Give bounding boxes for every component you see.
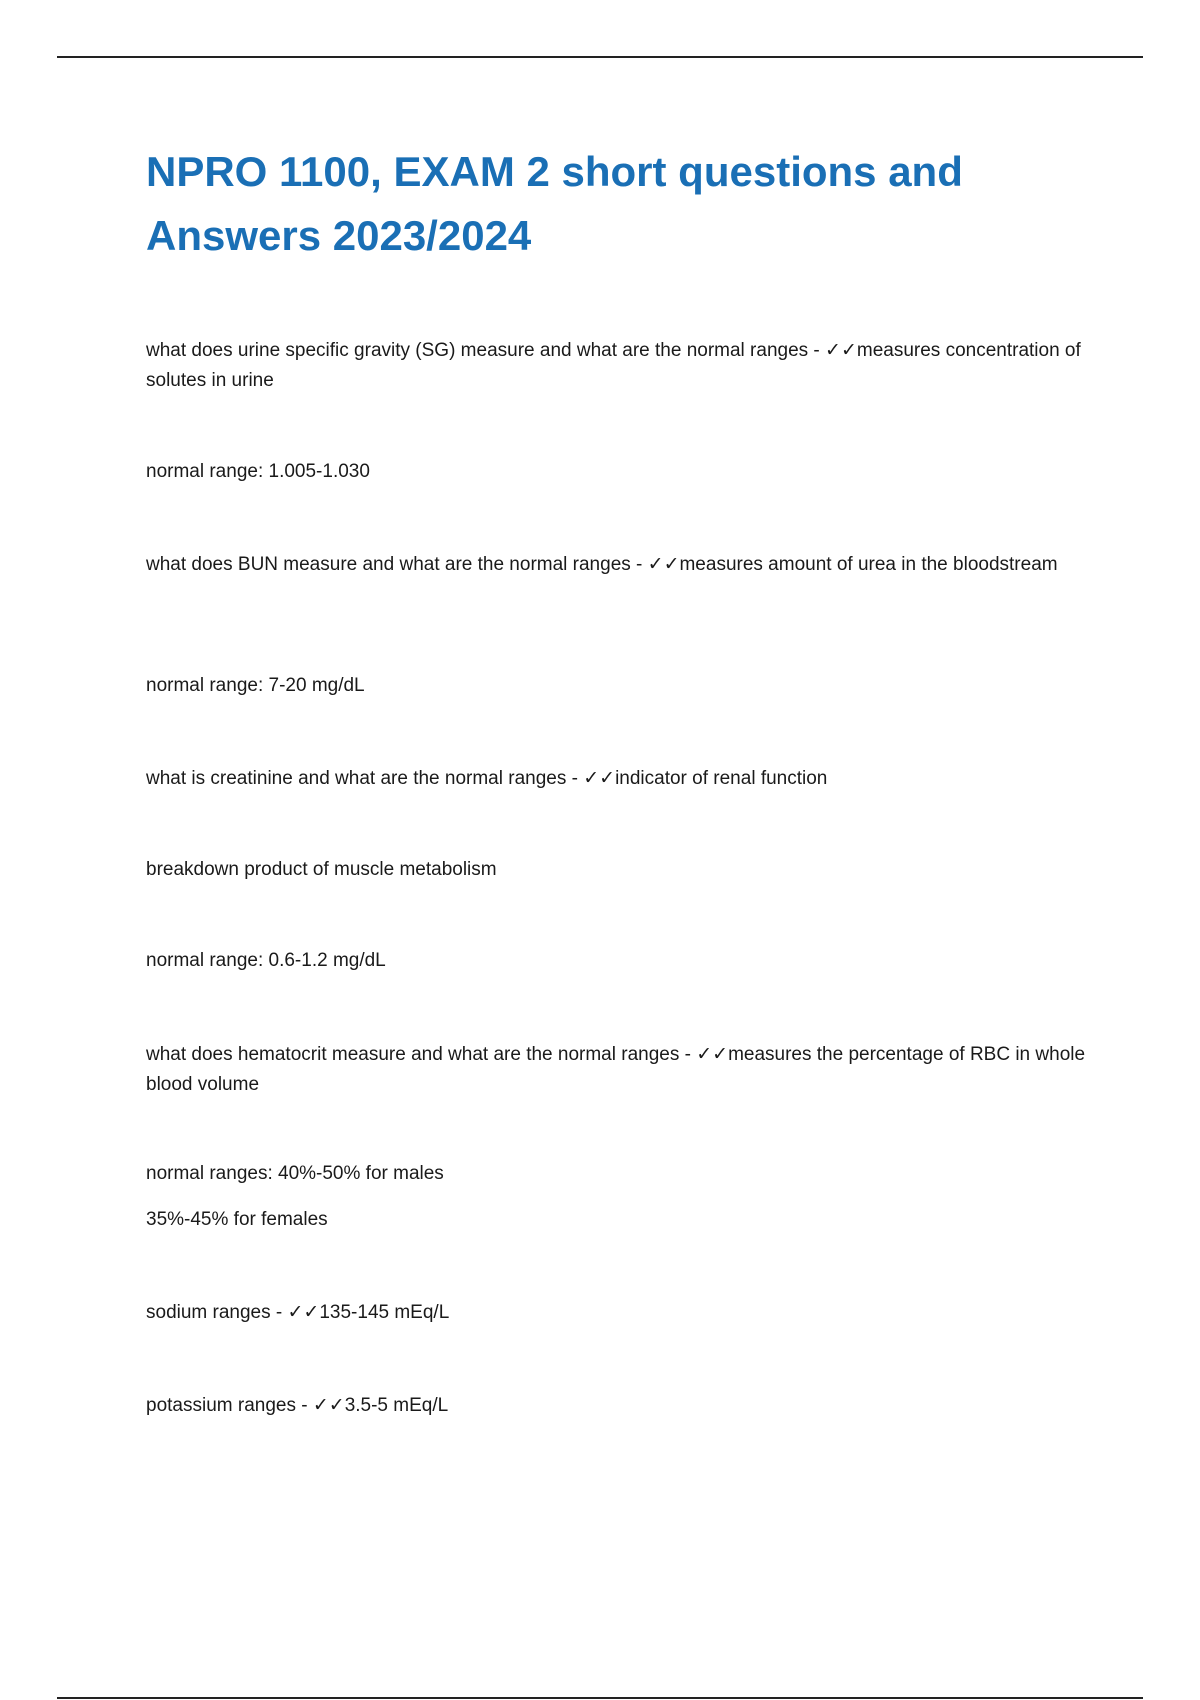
question-potassium-ranges: potassium ranges - ✓✓3.5-5 mEq/L <box>146 1395 449 1416</box>
document-title: NPRO 1100, EXAM 2 short questions and Answers 2023/2024 <box>146 148 963 259</box>
answer-creatinine-breakdown: breakdown product of muscle metabolism <box>146 859 497 880</box>
answer-hematocrit-females: 35%-45% for females <box>146 1209 328 1230</box>
answer-hematocrit-males: normal ranges: 40%-50% for males <box>146 1163 444 1184</box>
question-urine-specific-gravity: what does urine specific gravity (SG) measure and what are the normal ranges - ✓✓measures concentration of solutes in urine <box>146 340 1081 391</box>
answer-urine-sg-normal-range: normal range: 1.005-1.030 <box>146 461 370 482</box>
question-hematocrit: what does hematocrit measure and what are the normal ranges - ✓✓measures the percentage of RBC in whole blood volume <box>146 1044 1086 1095</box>
answer-bun-normal-range: normal range: 7-20 mg/dL <box>146 675 365 696</box>
bottom-rule <box>57 1697 1143 1699</box>
question-creatinine: what is creatinine and what are the normal ranges - ✓✓indicator of renal function <box>146 768 828 789</box>
answer-creatinine-normal-range: normal range: 0.6-1.2 mg/dL <box>146 950 386 971</box>
question-bun: what does BUN measure and what are the normal ranges - ✓✓measures amount of urea in the bloodstream <box>146 554 1058 575</box>
top-rule <box>57 56 1143 58</box>
question-sodium-ranges: sodium ranges - ✓✓135-145 mEq/L <box>146 1302 450 1323</box>
